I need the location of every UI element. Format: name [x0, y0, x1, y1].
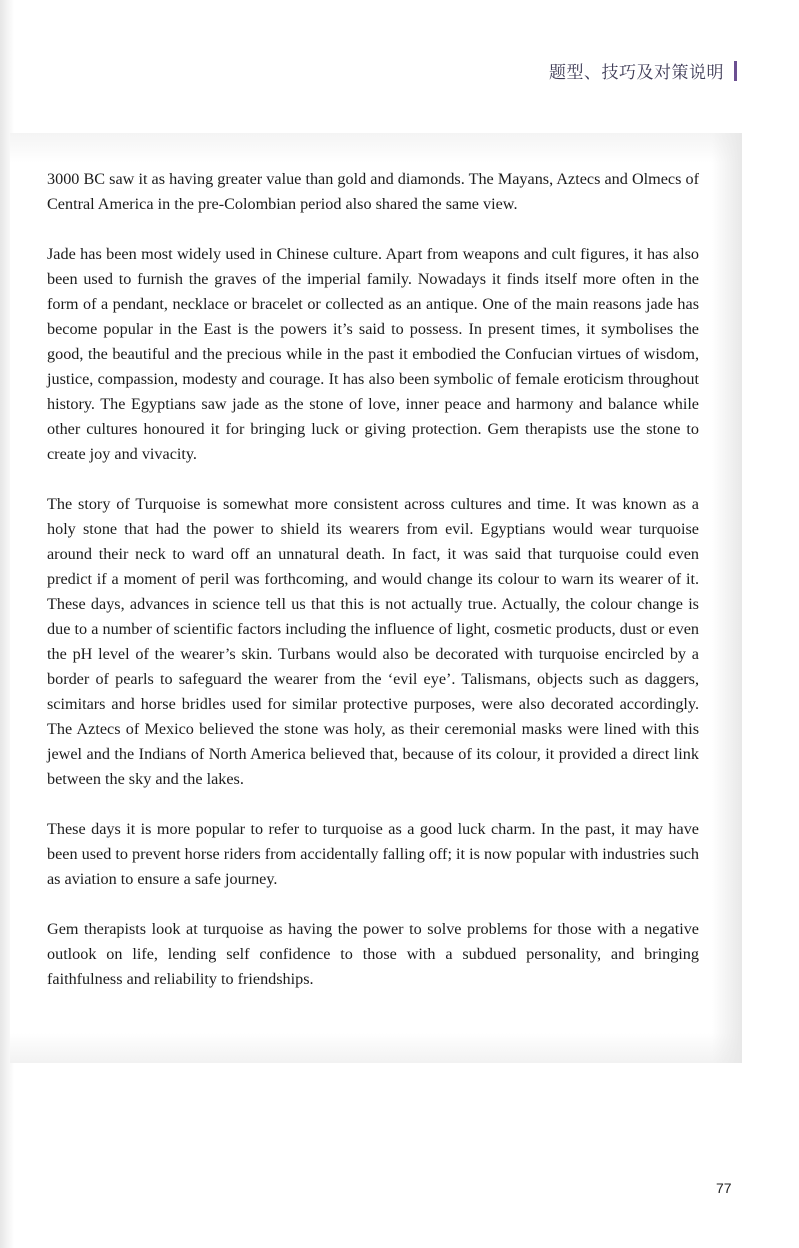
paragraph-turquoise-luck-charm: These days it is more popular to refer to turquoise as a good luck charm. In the past, it may have been used to prevent horse riders from accidentally falling off; it is now popular with industries such as aviation to ensure a safe journey. — [47, 820, 699, 888]
paragraph-jade-chinese-culture: Jade has been most widely used in Chinese culture. Apart from weapons and cult figures, it has also been used to furnish the graves of the imperial family. Nowadays it finds itself more often in the form of a pendant, necklace or bracelet or collected as an antique. One of the main reasons jade has become popular in the East is the powers it’s said to possess. In present times, it symbolises the good, the beautiful and the precious while in the past it embodied the Confucian virtues of wisdom, justice, compassion, modesty and courage. It has also been symbolic of female eroticism throughout history. The Egyptians saw jade as the stone of love, inner peace and harmony and balance while other cultures honoured it for bringing luck or giving protection. Gem therapists use the stone to create joy and vivacity. — [47, 245, 699, 463]
running-header — [549, 58, 737, 83]
header-accent-bar — [734, 61, 737, 81]
running-header-title: 题型、技巧及对策说明 — [549, 63, 724, 83]
paragraph-turquoise-gem-therapy: Gem therapists look at turquoise as having the power to solve problems for those with a negative outlook on life, lending self confidence to those with a subdued personality, and bringing faithfulness and reliability to friendships. — [47, 920, 699, 988]
paragraph-turquoise-story: The story of Turquoise is somewhat more consistent across cultures and time. It was known as a holy stone that had the power to shield its wearers from evil. Egyptians would wear turquoise around their neck to ward off an unnatural death. In fact, it was said that turquoise could even predict if a moment of peril was forthcoming, and would change its colour to warn its wearer of it. These days, advances in science tell us that this is not actually true. Actually, the colour change is due to a number of scientific factors including the influence of light, cosmetic products, dust or even the pH level of the wearer’s skin. Turbans would also be decorated with turquoise encircled by a border of pearls to safeguard the wearer from the ‘evil eye’. Talismans, objects such as daggers, scimitars and horse bridles used for similar protective purposes, were also decorated accordingly. The Aztecs of Mexico believed the stone was holy, as their ceremonial masks were lined with this jewel and the Indians of North America believed that, because of its colour, it provided a direct link between the sky and the lakes. — [47, 495, 699, 788]
page-number: 77 — [716, 1180, 732, 1196]
body-text — [47, 167, 699, 1017]
paragraph-jade-intro-end: 3000 BC saw it as having greater value than gold and diamonds. The Mayans, Aztecs and Olmecs of Central America in the pre-Colombian period also shared the same view. — [47, 170, 699, 213]
